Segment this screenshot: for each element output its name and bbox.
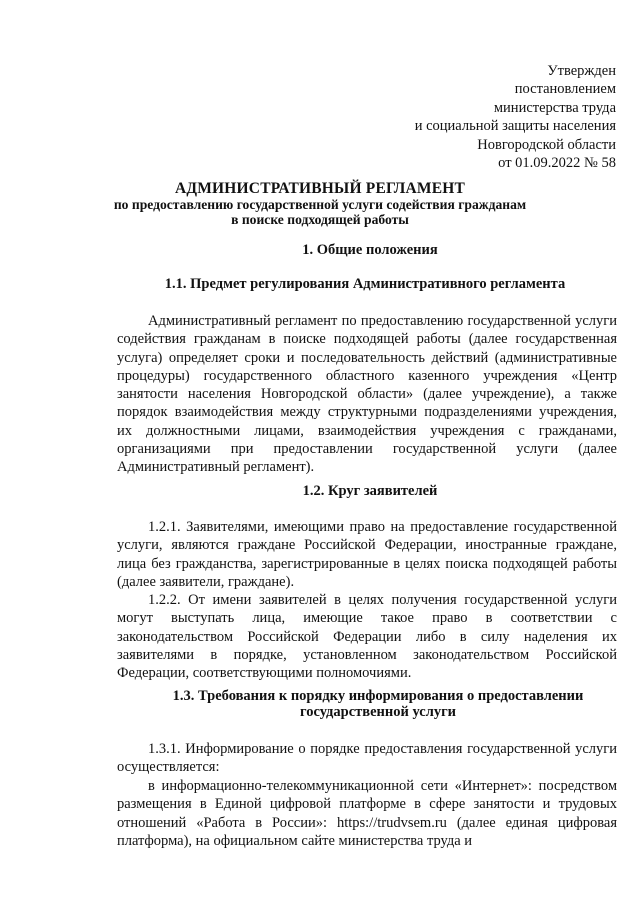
approval-line: Новгородской области <box>477 136 616 153</box>
section-1-2-1-paragraph: 1.2.1. Заявителями, имеющими право на предоставление государственной услуги, являются граждане Российской Федерации, иностранные граждане, лица без гражданства, зарегистрированные в целях поиска подходящей работы (далее заявители, граждане). <box>117 519 617 590</box>
section-1-2-2-paragraph: 1.2.2. От имени заявителей в целях получения государственной услуги могут выступать лица, имеющие такое право в соответствии с законодательством Российской Федерации либо в силу наделения их заявителями в порядке, установленном законодательством Российской Федерации, соответствующими полномочиями. <box>117 592 617 682</box>
section-1-heading: 1. Общие положения <box>302 242 438 258</box>
section-1-3-1-paragraph: 1.3.1. Информирование о порядке предоставления государственной услуги осуществляется: <box>117 741 617 776</box>
title-subtitle: по предоставлению государственной услуги содействия гражданам в поиске подходящей работы <box>113 197 527 227</box>
section-1-2-heading: 1.2. Круг заявителей <box>302 483 438 499</box>
approval-line: постановлением <box>514 81 616 98</box>
title-main: АДМИНИСТРАТИВНЫЙ РЕГЛАМЕНТ <box>174 180 466 197</box>
section-1-3-1-internet-paragraph: в информационно-телекоммуникационной сети «Интернет»: посредством размещения в Единой цифровой платформе в сфере занятости и трудовых отношений «Работа в России»: https://trudvsem.ru (далее единая цифровая платформа), на официальном сайте министерства труда и <box>117 778 617 849</box>
section-1-1-paragraph: Административный регламент по предоставлению государственной услуги содействия гражданам в поиске подходящей работы (далее государственная услуга) определяет сроки и последовательность действий (административные процедуры) государственного областного казенного учреждения «Центр занятости населения Новгородской области» (далее учреждение), а также порядок взаимодействия между структурными подразделениями учреждения, их должностными лицами, взаимодействия учреждения с гражданами, организациями при предоставлении государственной услуги (далее Административный регламент). <box>117 313 617 476</box>
approval-line: министерства труда <box>493 99 616 116</box>
section-1-3-heading-line2: государственной услуги <box>299 704 457 720</box>
approval-line: Утвержден <box>547 63 616 79</box>
section-1-1-heading: 1.1. Предмет регулирования Административного регламента <box>164 276 566 292</box>
approval-line: от 01.09.2022 № 58 <box>498 155 616 172</box>
approval-stamp <box>415 62 616 172</box>
approval-line: и социальной защиты населения <box>414 118 616 135</box>
section-1-3-heading-line1: 1.3. Требования к порядку информирования о предоставлении <box>172 688 584 704</box>
document-title <box>110 180 530 227</box>
